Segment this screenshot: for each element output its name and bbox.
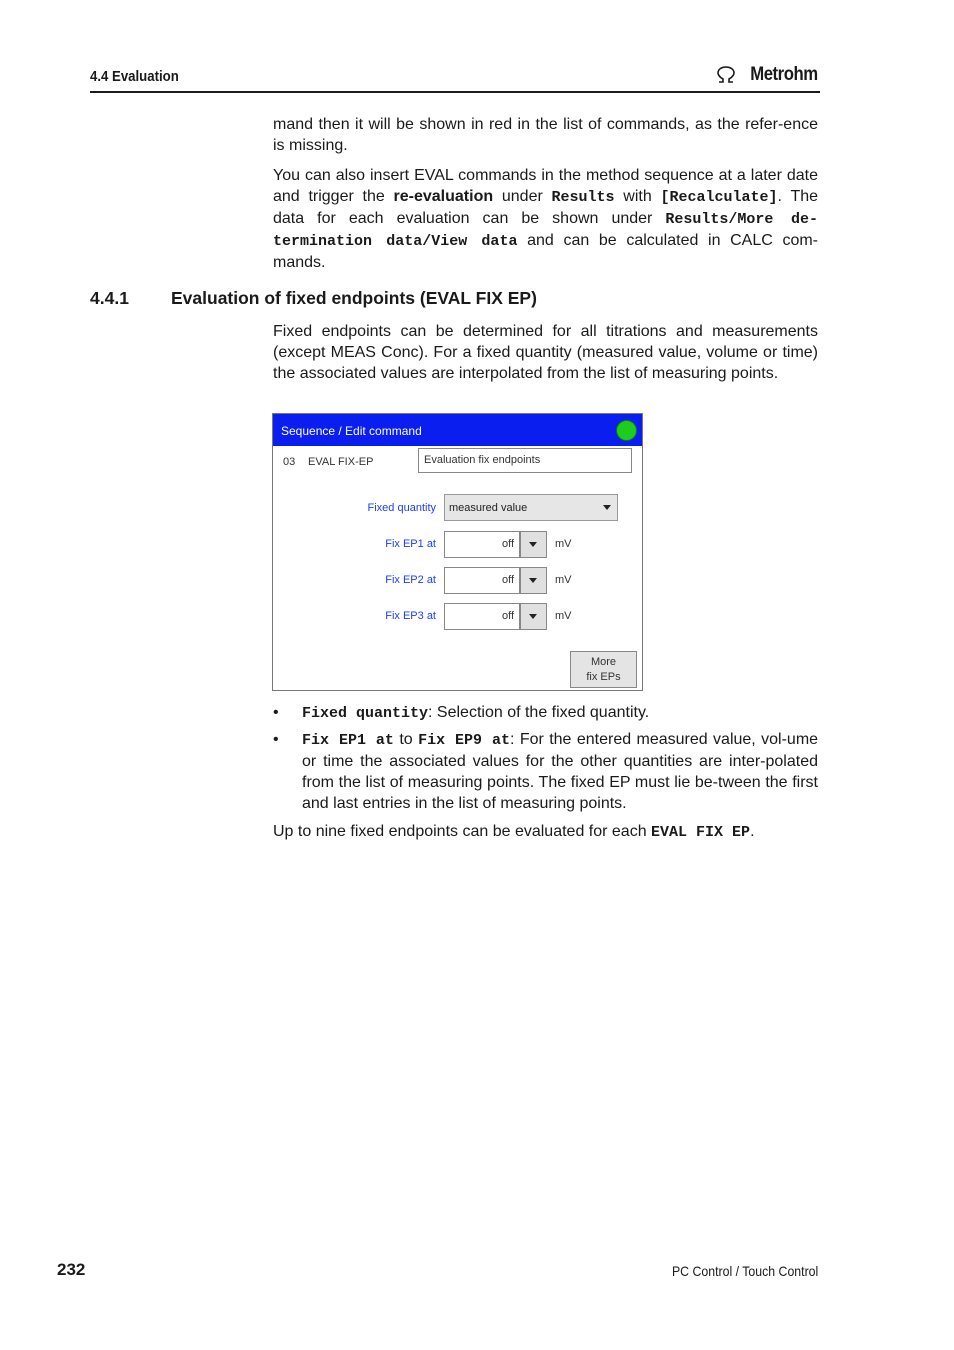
list-item <box>273 729 818 814</box>
logo-text: Metrohm <box>750 64 818 85</box>
list-item <box>273 702 818 724</box>
page-number: 232 <box>57 1260 86 1279</box>
header-logo <box>715 64 818 86</box>
code-term: Fix EP9 at <box>418 732 510 749</box>
chevron-down-icon <box>529 578 537 583</box>
header-rule <box>90 91 820 93</box>
text: under <box>493 188 552 205</box>
bullet-list <box>273 702 818 819</box>
fix-ep2-label: Fix EP2 at <box>385 574 436 586</box>
footer-title: PC Control / Touch Control <box>671 1263 818 1279</box>
section-number: 4.4.1 <box>90 288 129 308</box>
code-term: [Recalculate] <box>660 189 778 206</box>
text: . The data for each evaluation can be shown under <box>273 188 819 227</box>
chevron-down-icon <box>529 614 537 619</box>
edit-command-dialog <box>272 413 643 691</box>
text: You can also insert EVAL commands in the method sequence at a later date and trigger the <box>273 167 818 205</box>
fix-ep3-label: Fix EP3 at <box>385 610 436 622</box>
fixed-quantity-dropdown[interactable] <box>444 494 618 521</box>
chevron-down-icon <box>603 505 611 510</box>
text: with <box>614 188 661 205</box>
fix-ep2-dropdown-button[interactable] <box>520 567 547 594</box>
bullet-text: : Selection of the fixed quantity. <box>428 704 650 721</box>
closing-paragraph <box>273 821 818 843</box>
section-paragraph: Fixed endpoints can be determined for all titrations and measurements (except MEAS Conc). For a fixed quantity (measured value, volume or time) the associated values are interpolated from the list of measuring points. <box>273 323 818 382</box>
command-number: 03 <box>283 456 296 468</box>
fix-ep1-unit: mV <box>555 538 572 550</box>
fix-ep3-unit: mV <box>555 610 572 622</box>
code-term: Fixed quantity <box>302 705 429 722</box>
bullet-text: : For the entered measured value, vol-ume or time the associated values for the other quantities are inter-polated from the list of measuring points. The fixed EP must lie be-tween the first and last entries in the list of measuring points. <box>302 731 819 812</box>
dialog-title: Sequence / Edit command <box>281 424 422 438</box>
command-name: EVAL FIX-EP <box>308 456 374 468</box>
bullet-dot: • <box>273 731 279 748</box>
code-term: Results/More de-termination data/View data <box>273 211 819 250</box>
bullet-dot: • <box>273 704 279 721</box>
fixed-quantity-label: Fixed quantity <box>367 502 436 514</box>
fix-ep2-unit: mV <box>555 574 572 586</box>
chevron-down-icon <box>529 542 537 547</box>
bullet-text: to <box>393 731 419 748</box>
fix-ep2-input[interactable]: off <box>444 567 520 594</box>
fix-ep1-label: Fix EP1 at <box>385 538 436 550</box>
fix-ep3-input[interactable]: off <box>444 603 520 630</box>
command-description-field[interactable]: Evaluation fix endpoints <box>418 448 632 473</box>
dialog-title-bar <box>273 414 642 446</box>
code-term: EVAL FIX EP <box>651 824 751 841</box>
intro-paragraph-1: mand then it will be shown in red in the list of commands, as the refer-ence is missing. <box>273 116 818 154</box>
status-led-icon <box>616 420 637 441</box>
more-button-line1: More <box>590 656 617 668</box>
text: Up to nine fixed endpoints can be evaluated for each <box>273 823 652 840</box>
text: and can be calculated in CALC com-mands. <box>273 232 819 271</box>
section-heading <box>90 288 820 309</box>
fix-ep3-dropdown-button[interactable] <box>520 603 547 630</box>
more-fix-eps-button[interactable] <box>570 651 637 688</box>
intro-paragraph-2 <box>273 165 818 273</box>
page-header-section: 4.4 Evaluation <box>90 68 179 85</box>
more-button-line2: fix EPs <box>586 671 621 683</box>
text: . <box>750 823 755 840</box>
code-term: Results <box>551 189 615 206</box>
bold-term: re-evaluation <box>393 188 494 205</box>
section-title: Evaluation of fixed endpoints (EVAL FIX EP) <box>171 288 537 308</box>
fix-ep1-input[interactable]: off <box>444 531 520 558</box>
code-term: Fix EP1 at <box>302 732 394 749</box>
fixed-quantity-value: measured value <box>449 502 528 514</box>
metrohm-omega-icon <box>715 66 737 84</box>
fix-ep1-dropdown-button[interactable] <box>520 531 547 558</box>
